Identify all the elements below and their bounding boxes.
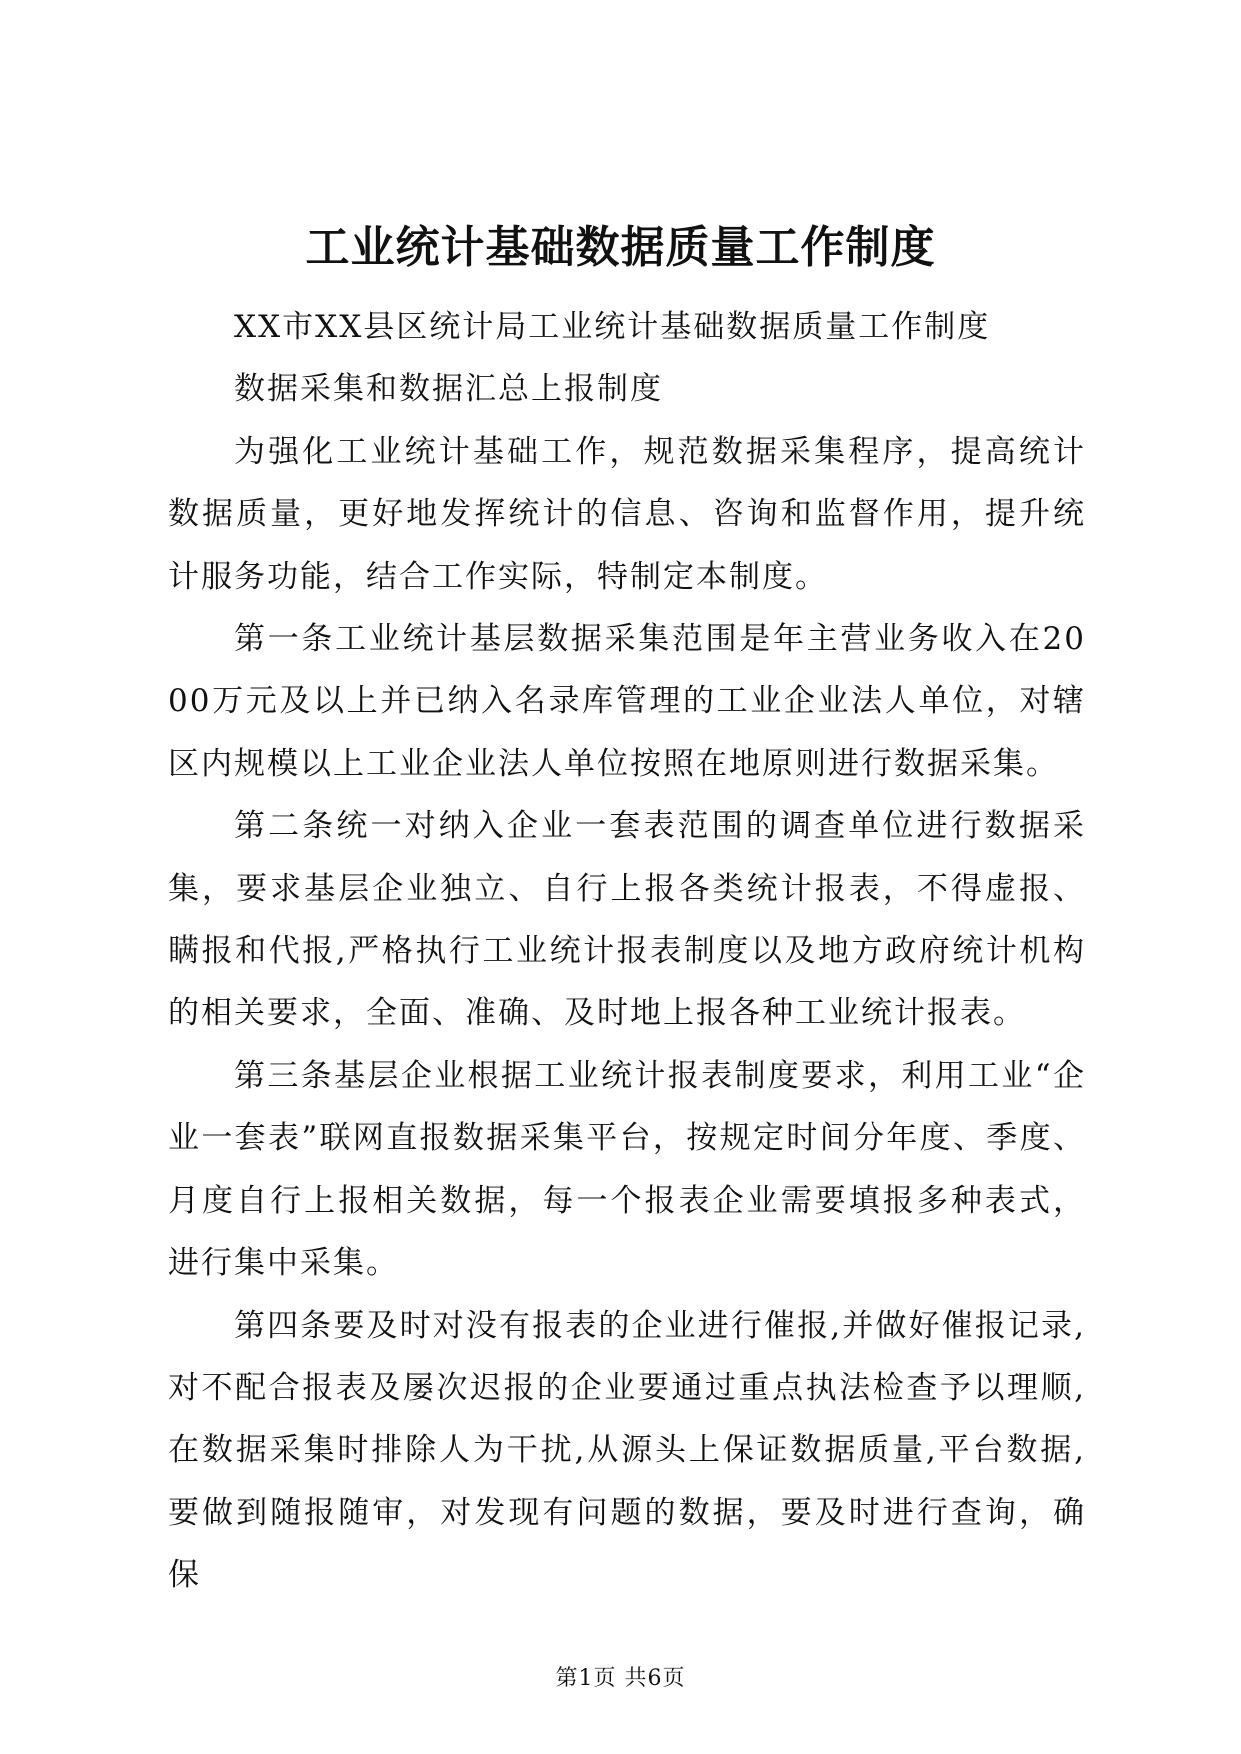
paragraph-article-1: 第一条工业统计基层数据采集范围是年主营业务收入在2000万元及以上并已纳入名录库管理的工业企业法人单位，对辖区内规模以上工业企业法人单位按照在地原则进行数据采集。 (168, 621, 1086, 782)
document-body (168, 296, 1086, 1607)
paragraph-section-heading: 数据采集和数据汇总上报制度 (234, 371, 663, 408)
paragraph-article-3: 第三条基层企业根据工业统计报表制度要求，利用工业“企业一套表”联网直报数据采集平台，按规定时间分年度、季度、月度自行上报相关数据，每一个报表企业需要填报多种表式，进行集中采集。 (168, 1057, 1086, 1282)
document-title: 工业统计基础数据质量工作制度 (305, 222, 936, 273)
paragraph-article-4: 第四条要及时对没有报表的企业进行催报,并做好催报记录,对不配合报表及屡次迟报的企业要通过重点执法检查予以理顺,在数据采集时排除人为干扰,从源头上保证数据质量,平台数据,要做到随报随审，对发现有问题的数据，要及时进行查询，确保 (168, 1307, 1086, 1594)
page-number-footer: 第1页 共6页 (555, 1666, 686, 1691)
paragraph-article-2: 第二条统一对纳入企业一套表范围的调查单位进行数据采集，要求基层企业独立、自行上报各类统计报表，不得虚报、瞒报和代报,严格执行工业统计报表制度以及地方政府统计机构的相关要求，全面、准确、及时地上报各种工业统计报表。 (168, 808, 1086, 1032)
paragraph-subtitle: XX市XX县区统计局工业统计基础数据质量工作制度 (234, 309, 991, 345)
paragraph-intro: 为强化工业统计基础工作，规范数据采集程序，提高统计数据质量，更好地发挥统计的信息、咨询和监督作用，提升统计服务功能，结合工作实际，特制定本制度。 (168, 433, 1086, 595)
